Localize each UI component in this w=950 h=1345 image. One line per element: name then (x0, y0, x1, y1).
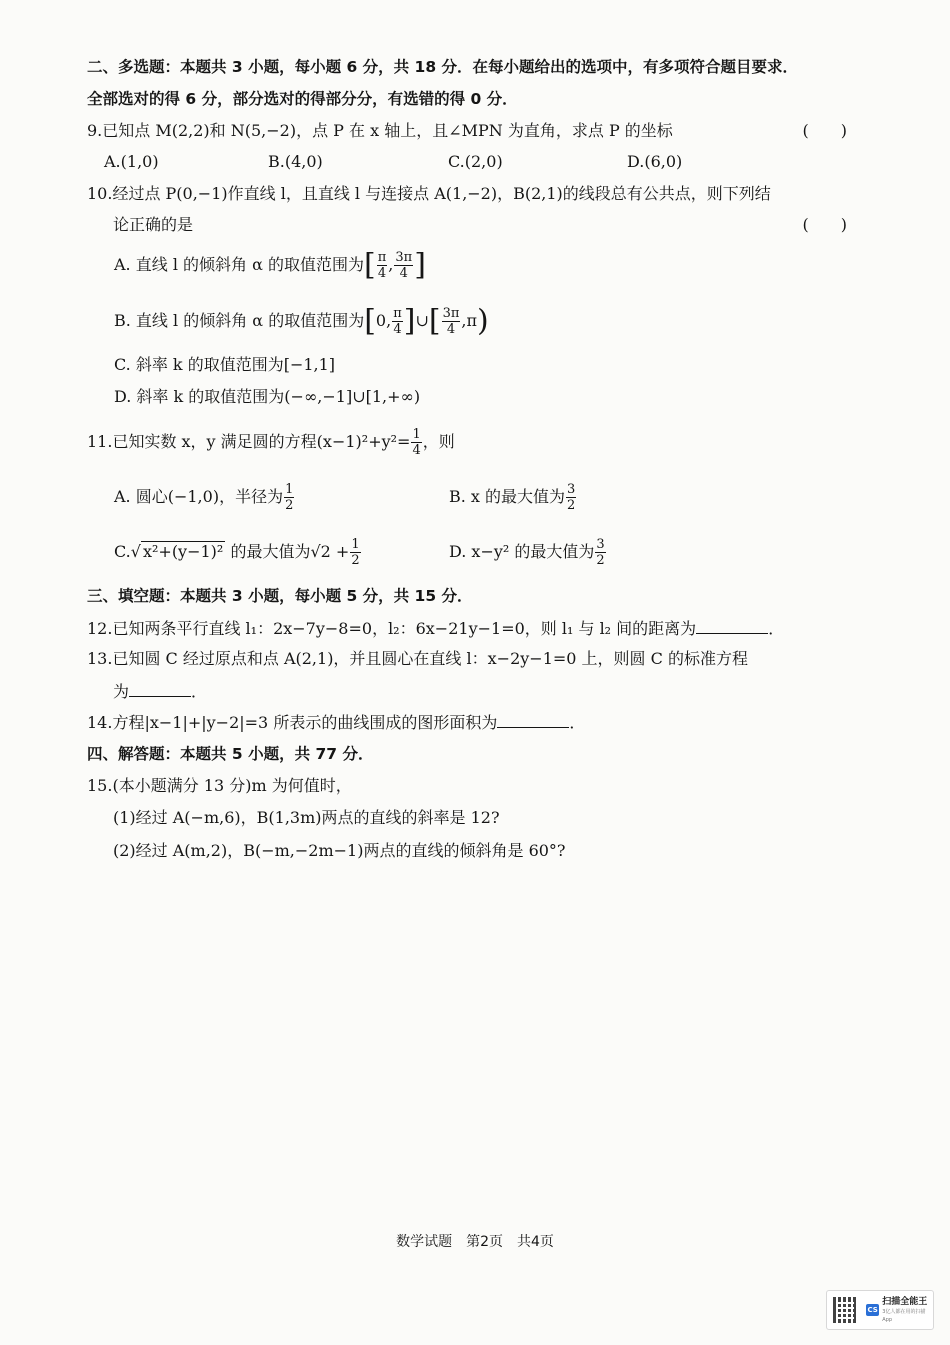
right-paren: ) (477, 303, 489, 339)
q14-end: ． (569, 713, 586, 732)
frac-num: 1 (412, 427, 421, 442)
q13-wei: 为 (113, 682, 130, 701)
q9-stem (87, 120, 847, 142)
q12-end: ． (768, 619, 785, 638)
q12-stem: 12.已知两条平行直线 l₁：2x−7y−8=0，l₂：6x−21y−1=0，则 l₁ 与 l₂ 间的距离为 (87, 619, 697, 638)
fraction (377, 250, 388, 281)
watermark-name: 扫描全能王 (882, 1296, 928, 1307)
q10-stem-line1: 10.经过点 P(0,−1)作直线 l，且直线 l 与连接点 A(1,−2)，B(2,1)的线段总有公共点，则下列结 (87, 184, 771, 203)
q11-prefix: 11.已知实数 x，y 满足圆的方程(x−1)²+y²= (87, 432, 411, 451)
camscanner-logo-icon: CS (867, 1306, 878, 1314)
radicand: x²+(y−1)² (142, 542, 224, 561)
fraction (284, 482, 294, 513)
q11-option-d (449, 537, 607, 568)
frac-den: 4 (393, 322, 402, 337)
section4-header: 四、解答题：本题共 5 小题，共 77 分． (87, 745, 374, 763)
zero: 0, (375, 311, 392, 330)
q11-b-prefix: B. x 的最大值为 (449, 487, 566, 506)
fraction (392, 306, 403, 337)
frac-den: 4 (399, 266, 408, 281)
q10-b-prefix: B. 直线 l 的倾斜角 α 的取值范围为 (114, 311, 365, 330)
fraction (595, 537, 605, 568)
q11-option-c: C.√ x²+(y−1)² 的最大值为√2 + $\frac{1}{2}$ (114, 537, 360, 568)
q12 (87, 617, 784, 640)
scanner-watermark (826, 1290, 934, 1330)
section2-header-line2: 全部选对的得 6 分，部分选对的得部分分，有选错的得 0 分． (87, 90, 518, 108)
watermark-text (882, 1297, 933, 1324)
q9-paren: ( ) (802, 121, 847, 140)
q11-suffix: ，则 (422, 432, 455, 451)
q13-end: ． (191, 682, 208, 701)
q9-option-a: A.(1,0) (104, 152, 159, 171)
answer-blank (696, 617, 768, 634)
fraction (394, 250, 413, 281)
q10-option-a: A. 直线 l 的倾斜角 α 的取值范围为[ $\frac{\pi}{4}$ , $\frac{3\pi}{4}$ ] (114, 247, 426, 283)
q10-a-prefix: A. 直线 l 的倾斜角 α 的取值范围为 (114, 255, 364, 274)
fraction (566, 482, 576, 513)
frac-num: 1 (285, 482, 294, 497)
watermark-sub: 3亿人都在用的扫描App (882, 1308, 926, 1323)
q14 (87, 711, 585, 734)
q9-text: 9.已知点 M(2,2)和 N(5,−2)，点 P 在 x 轴上，且∠MPN 为直角，求点 P 的坐标 (87, 121, 673, 140)
page-footer: 数学试题 第2页 共4页 (396, 1234, 554, 1250)
q9-option-d: D.(6,0) (627, 152, 683, 171)
q11-d-prefix: D. x−y² 的最大值为 (449, 542, 595, 561)
q9-option-b: B.(4,0) (268, 152, 323, 171)
answer-blank (497, 711, 569, 728)
q10-option-b (114, 303, 489, 339)
section3-header: 三、填空题：本题共 3 小题，每小题 5 分，共 15 分． (87, 587, 473, 605)
q11-stem (87, 427, 455, 458)
section2-header-line1: 二、多选题：本题共 3 小题，每小题 6 分，共 18 分．在每小题给出的选项中，有多项符合题目要求． (87, 58, 799, 76)
right-bracket: ] (403, 303, 416, 339)
union-symbol: ∪ (415, 311, 429, 330)
q15-stem: 15.(本小题满分 13 分)m 为何值时， (87, 776, 352, 795)
q10-paren: ( ) (802, 215, 847, 234)
right-bracket: ] (414, 247, 426, 283)
fraction (350, 537, 360, 568)
q11-option-a (114, 482, 295, 513)
q14-stem: 14.方程|x−1|+|y−2|=3 所表示的曲线围成的图形面积为 (87, 713, 498, 732)
frac-num: 3π (442, 306, 460, 321)
q13-line2 (113, 680, 207, 703)
q11-a-prefix: A. 圆心(−1,0)，半径为 (114, 487, 284, 506)
frac-num: π (377, 250, 387, 265)
q9-option-c: C.(2,0) (448, 152, 503, 171)
q15-part1: (1)经过 A(−m,6)，B(1,3m)两点的直线的斜率是 12? (113, 808, 500, 827)
frac-den: 4 (377, 266, 387, 281)
frac-num: π (393, 306, 402, 321)
frac-den: 2 (596, 553, 605, 568)
frac-den: 2 (285, 498, 294, 513)
frac-num: 3π (395, 250, 413, 265)
left-bracket: [ (428, 303, 441, 339)
frac-den: 4 (412, 443, 421, 458)
q13-line1: 13.已知圆 C 经过原点和点 A(2,1)，并且圆心在直线 l：x−2y−1=0 上，则圆 C 的标准方程 (87, 649, 748, 668)
frac-num: 1 (351, 537, 360, 552)
q10-option-c: C. 斜率 k 的取值范围为[−1,1] (114, 355, 336, 374)
frac-den: 4 (446, 322, 456, 337)
left-bracket: [ (364, 247, 376, 283)
frac-den: 2 (567, 498, 576, 513)
frac-den: 2 (351, 553, 360, 568)
q10-stem-line2 (113, 214, 847, 236)
q10-option-d: D. 斜率 k 的取值范围为(−∞,−1]∪[1,+∞) (114, 387, 421, 406)
left-bracket: [ (364, 303, 376, 339)
q15-part2: (2)经过 A(m,2)，B(−m,−2m−1)两点的直线的倾斜角是 60°? (113, 841, 566, 860)
qr-code-icon (833, 1297, 858, 1323)
answer-blank (129, 680, 191, 697)
q10-text2: 论正确的是 (113, 215, 194, 234)
q11-c-mid: 的最大值为√2 + (230, 542, 350, 561)
frac-num: 3 (596, 537, 605, 552)
pi: ,π (461, 311, 478, 330)
frac-num: 3 (567, 482, 576, 497)
fraction (442, 306, 461, 337)
fraction (411, 427, 421, 458)
q11-option-b (449, 482, 577, 513)
q11-c-prefix: C. (114, 542, 131, 561)
